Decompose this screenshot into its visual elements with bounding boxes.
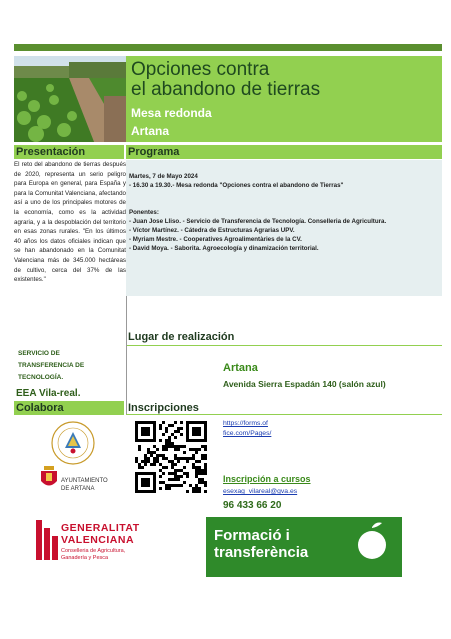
ayuntamiento-logo-text <box>61 477 108 493</box>
presentacion-text: El reto del abandono de tierras después de 2020, representa un serio peligro para Europa en general, para España y para la Comunitat Valenciana, afectando así a uno de los principales motores de la economía, como es la actividad agraria, y a la despoblación del territorio en esas zonas rurales. "En los últimos 40 años los datos oficiales indican que se han abandonado en la Comunitat Valenciana más de 345.000 hectáreas de cultivo, cerca del 37% de las existentes." <box>14 161 126 284</box>
conselleria-line: Conselleria de Agricultura, <box>61 548 126 554</box>
ponentes-label: Ponentes: <box>129 209 159 216</box>
colabora-bar <box>14 401 124 415</box>
top-accent-bar <box>14 44 442 51</box>
event-location: Artana <box>131 124 170 138</box>
fruit-icon <box>354 521 390 561</box>
programa-bar <box>126 145 442 159</box>
ayuntamiento-crest-icon <box>40 466 58 495</box>
servicio-block <box>18 348 124 384</box>
generalitat-logo-icon <box>36 520 58 565</box>
lugar-divider <box>126 345 442 346</box>
ponente-item: - David Moya. - Saborita. Agroecología y dinamización territorial. <box>129 245 319 252</box>
ponente-item: - Víctor Martínez. - Cátedra de Estructuras Agrarias UPV. <box>129 227 295 234</box>
programa-date: Martes, 7 de Mayo 2024 <box>129 173 198 180</box>
eea-label: EEA Vila-real. <box>16 388 81 399</box>
ayuntamiento-line: AYUNTAMIENTO <box>61 478 108 484</box>
field-photo <box>14 56 126 142</box>
formacio-line: Formació i <box>214 527 290 544</box>
inscripciones-divider <box>126 414 442 415</box>
phone-number: 96 433 66 20 <box>223 500 282 511</box>
lugar-address: Avenida Sierra Espadán 140 (salón azul) <box>223 379 386 389</box>
ayuntamiento-line: DE ARTANA <box>61 486 95 492</box>
colabora-heading: Colabora <box>16 402 64 414</box>
conselleria-line: Ganadería y Pesca <box>61 555 109 561</box>
ponente-item: - Juan Jose Lliso. - Servicio de Transferencia de Tecnología. Conselleria de Agricultura. <box>129 218 387 225</box>
servicio-line: SERVICIO DE <box>18 350 60 357</box>
column-divider <box>126 296 127 414</box>
generalitat-line: GENERALITAT <box>61 522 140 534</box>
title-line-2: el abandono de tierras <box>131 79 321 100</box>
title-line-1: Opciones contra <box>131 59 270 80</box>
programa-panel <box>126 160 442 296</box>
page-title <box>131 60 320 100</box>
registration-link[interactable] <box>223 419 271 439</box>
event-type: Mesa redonda <box>131 106 212 120</box>
lugar-heading: Lugar de realización <box>128 331 235 343</box>
inscripciones-heading: Inscripciones <box>128 402 199 414</box>
formacio-text <box>214 527 308 561</box>
programa-heading: Programa <box>128 146 180 158</box>
formacio-line: transferència <box>214 544 309 561</box>
seal-logo <box>50 420 96 471</box>
programa-session: - 16.30 a 19.30.- Mesa redonda "Opciones contra el abandono de Tierras" <box>129 182 344 189</box>
conselleria-text <box>61 548 125 562</box>
servicio-line: TRANSFERENCIA DE <box>18 362 85 369</box>
ponente-item: - Myriam Mestre. - Cooperatives Agroalimentàries de la CV. <box>129 236 302 243</box>
presentacion-heading: Presentación <box>16 146 86 158</box>
registration-link-line[interactable]: fice.com/Pages/ <box>223 430 272 437</box>
generalitat-logo-text <box>61 522 140 546</box>
qr-code[interactable] <box>135 421 207 498</box>
servicio-line: TECNOLOGÍA. <box>18 374 64 381</box>
generalitat-line: VALENCIANA <box>61 534 135 546</box>
presentacion-bar <box>14 145 124 159</box>
registration-link-line[interactable]: https://forms.of <box>223 420 268 427</box>
lugar-bar <box>126 330 442 344</box>
formacio-banner <box>206 517 402 577</box>
lugar-town: Artana <box>223 362 258 374</box>
cursos-label[interactable]: Inscripción a cursos <box>223 474 311 484</box>
email-link[interactable]: esexag_vilareal@gva.es <box>223 488 298 495</box>
inscripciones-bar <box>126 401 442 415</box>
